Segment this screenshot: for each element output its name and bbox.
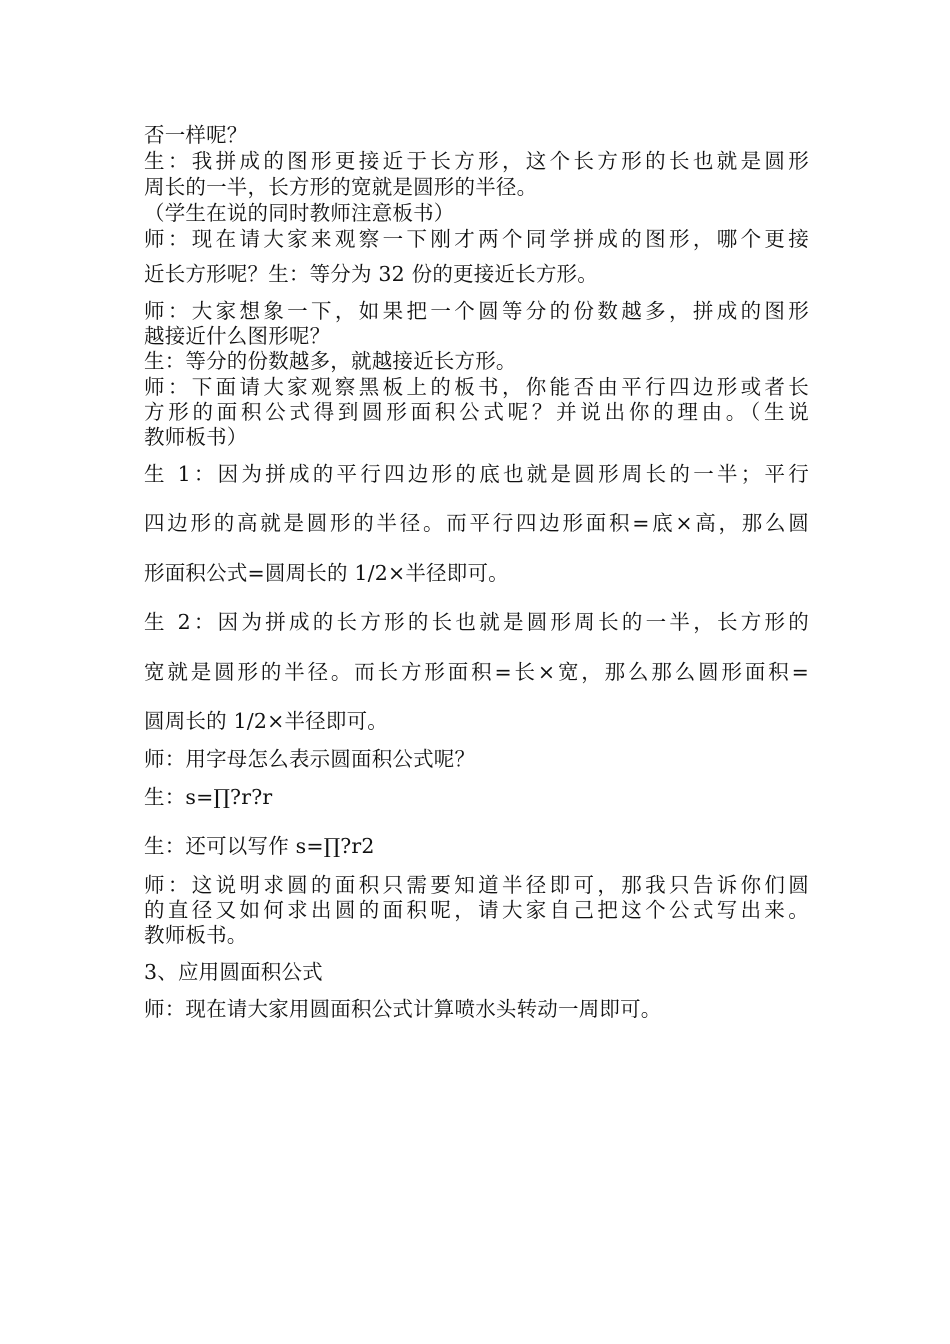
text-line: 师：大家想象一下，如果把一个圆等分的份数越多，拼成的图形 bbox=[144, 299, 809, 323]
text-line: 周长的一半，长方形的宽就是圆形的半径。 bbox=[144, 175, 538, 199]
text-line: 生 2：因为拼成的长方形的长也就是圆形周长的一半，长方形的 bbox=[144, 610, 809, 634]
text-line: 师：现在请大家用圆面积公式计算喷水头转动一周即可。 bbox=[144, 997, 662, 1021]
text-line: （学生在说的同时教师注意板书） bbox=[144, 201, 455, 225]
text-line: 生：s=∏?r?r bbox=[144, 785, 273, 809]
text-line: 师：用字母怎么表示圆面积公式呢？ bbox=[144, 747, 476, 771]
text-line: 的直径又如何求出圆的面积呢，请大家自己把这个公式写出来。 bbox=[144, 898, 809, 922]
text-line: 师：现在请大家来观察一下刚才两个同学拼成的图形，哪个更接 bbox=[144, 227, 809, 251]
text-line: 生 1：因为拼成的平行四边形的底也就是圆形周长的一半；平行 bbox=[144, 462, 809, 486]
section-heading: 3、应用圆面积公式 bbox=[144, 960, 323, 984]
text-line: 宽就是圆形的半径。而长方形面积=长×宽，那么那么圆形面积= bbox=[144, 660, 809, 684]
text-line: 近长方形呢？生：等分为 32 份的更接近长方形。 bbox=[144, 262, 598, 286]
text-line: 圆周长的 1/2×半径即可。 bbox=[144, 709, 388, 733]
text-line: 四边形的高就是圆形的半径。而平行四边形面积=底×高，那么圆 bbox=[144, 511, 809, 535]
text-line: 方形的面积公式得到圆形面积公式呢？并说出你的理由。（生说 bbox=[144, 400, 809, 424]
text-line: 生：等分的份数越多，就越接近长方形。 bbox=[144, 349, 517, 373]
text-line: 师：下面请大家观察黑板上的板书，你能否由平行四边形或者长 bbox=[144, 375, 809, 399]
text-line: 生：我拼成的图形更接近于长方形，这个长方形的长也就是圆形 bbox=[144, 149, 809, 173]
text-line: 越接近什么图形呢？ bbox=[144, 324, 331, 348]
text-line: 师：这说明求圆的面积只需要知道半径即可，那我只告诉你们圆 bbox=[144, 873, 809, 897]
text-line: 教师板书） bbox=[144, 425, 248, 449]
text-line: 教师板书。 bbox=[144, 923, 248, 947]
text-line: 形面积公式=圆周长的 1/2×半径即可。 bbox=[144, 561, 509, 585]
text-line: 否一样呢？ bbox=[144, 123, 248, 147]
text-line: 生：还可以写作 s=∏?r2 bbox=[144, 834, 375, 858]
